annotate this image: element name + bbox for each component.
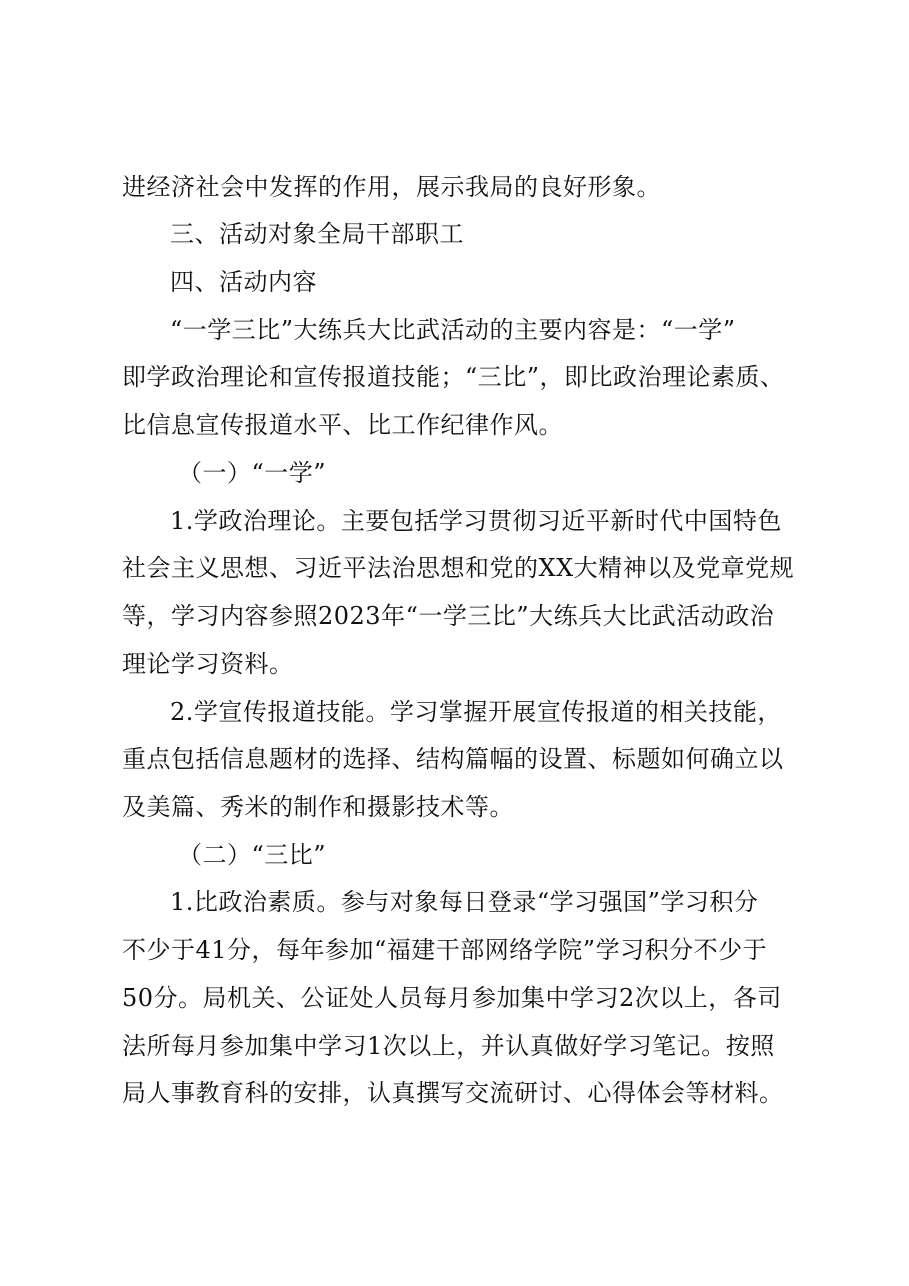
paragraph-line: 1.比政治素质。参与对象每日登录“学习强国”学习积分	[170, 888, 759, 916]
subsection-heading: （二）“三比”	[178, 841, 327, 869]
paragraph-line: 理论学习资料。	[122, 650, 294, 678]
section-heading: 三、活动对象全局干部职工	[170, 220, 464, 248]
paragraph-line: 等，学习内容参照2023年“一学三比”大练兵大比武活动政治	[122, 602, 775, 630]
paragraph-line: 50分。局机关、公证处人员每月参加集中学习2次以上，各司	[122, 984, 782, 1012]
paragraph-line: 局人事教育科的安排，认真撰写交流研讨、心得体会等材料。	[122, 1079, 784, 1107]
paragraph-line: 社会主义思想、习近平法治思想和党的XX大精神以及党章党规	[122, 554, 795, 582]
section-heading: 四、活动内容	[170, 268, 317, 296]
paragraph-line: 比信息宣传报道水平、比工作纪律作风。	[122, 411, 563, 439]
subsection-heading: （一）“一学”	[178, 459, 327, 487]
paragraph-line: 进经济社会中发挥的作用，展示我局的良好形象。	[122, 173, 661, 201]
paragraph-line: 2.学宣传报道技能。学习掌握开展宣传报道的相关技能，	[170, 698, 782, 726]
paragraph-line: 不少于41分，每年参加“福建干部网络学院”学习积分不少于	[122, 936, 768, 964]
paragraph-line: 1.学政治理论。主要包括学习贯彻习近平新时代中国特色	[170, 507, 782, 535]
paragraph-line: “一学三比”大练兵大比武活动的主要内容是：“一学”	[170, 316, 736, 344]
paragraph-line: 及美篇、秀米的制作和摄影技术等。	[122, 793, 514, 821]
paragraph-line: 即学政治理论和宣传报道技能；“三比”，即比政治理论素质、	[122, 363, 785, 391]
paragraph-line: 法所每月参加集中学习1次以上，并认真做好学习笔记。按照	[122, 1032, 775, 1060]
paragraph-line: 重点包括信息题材的选择、结构篇幅的设置、标题如何确立以	[122, 745, 784, 773]
